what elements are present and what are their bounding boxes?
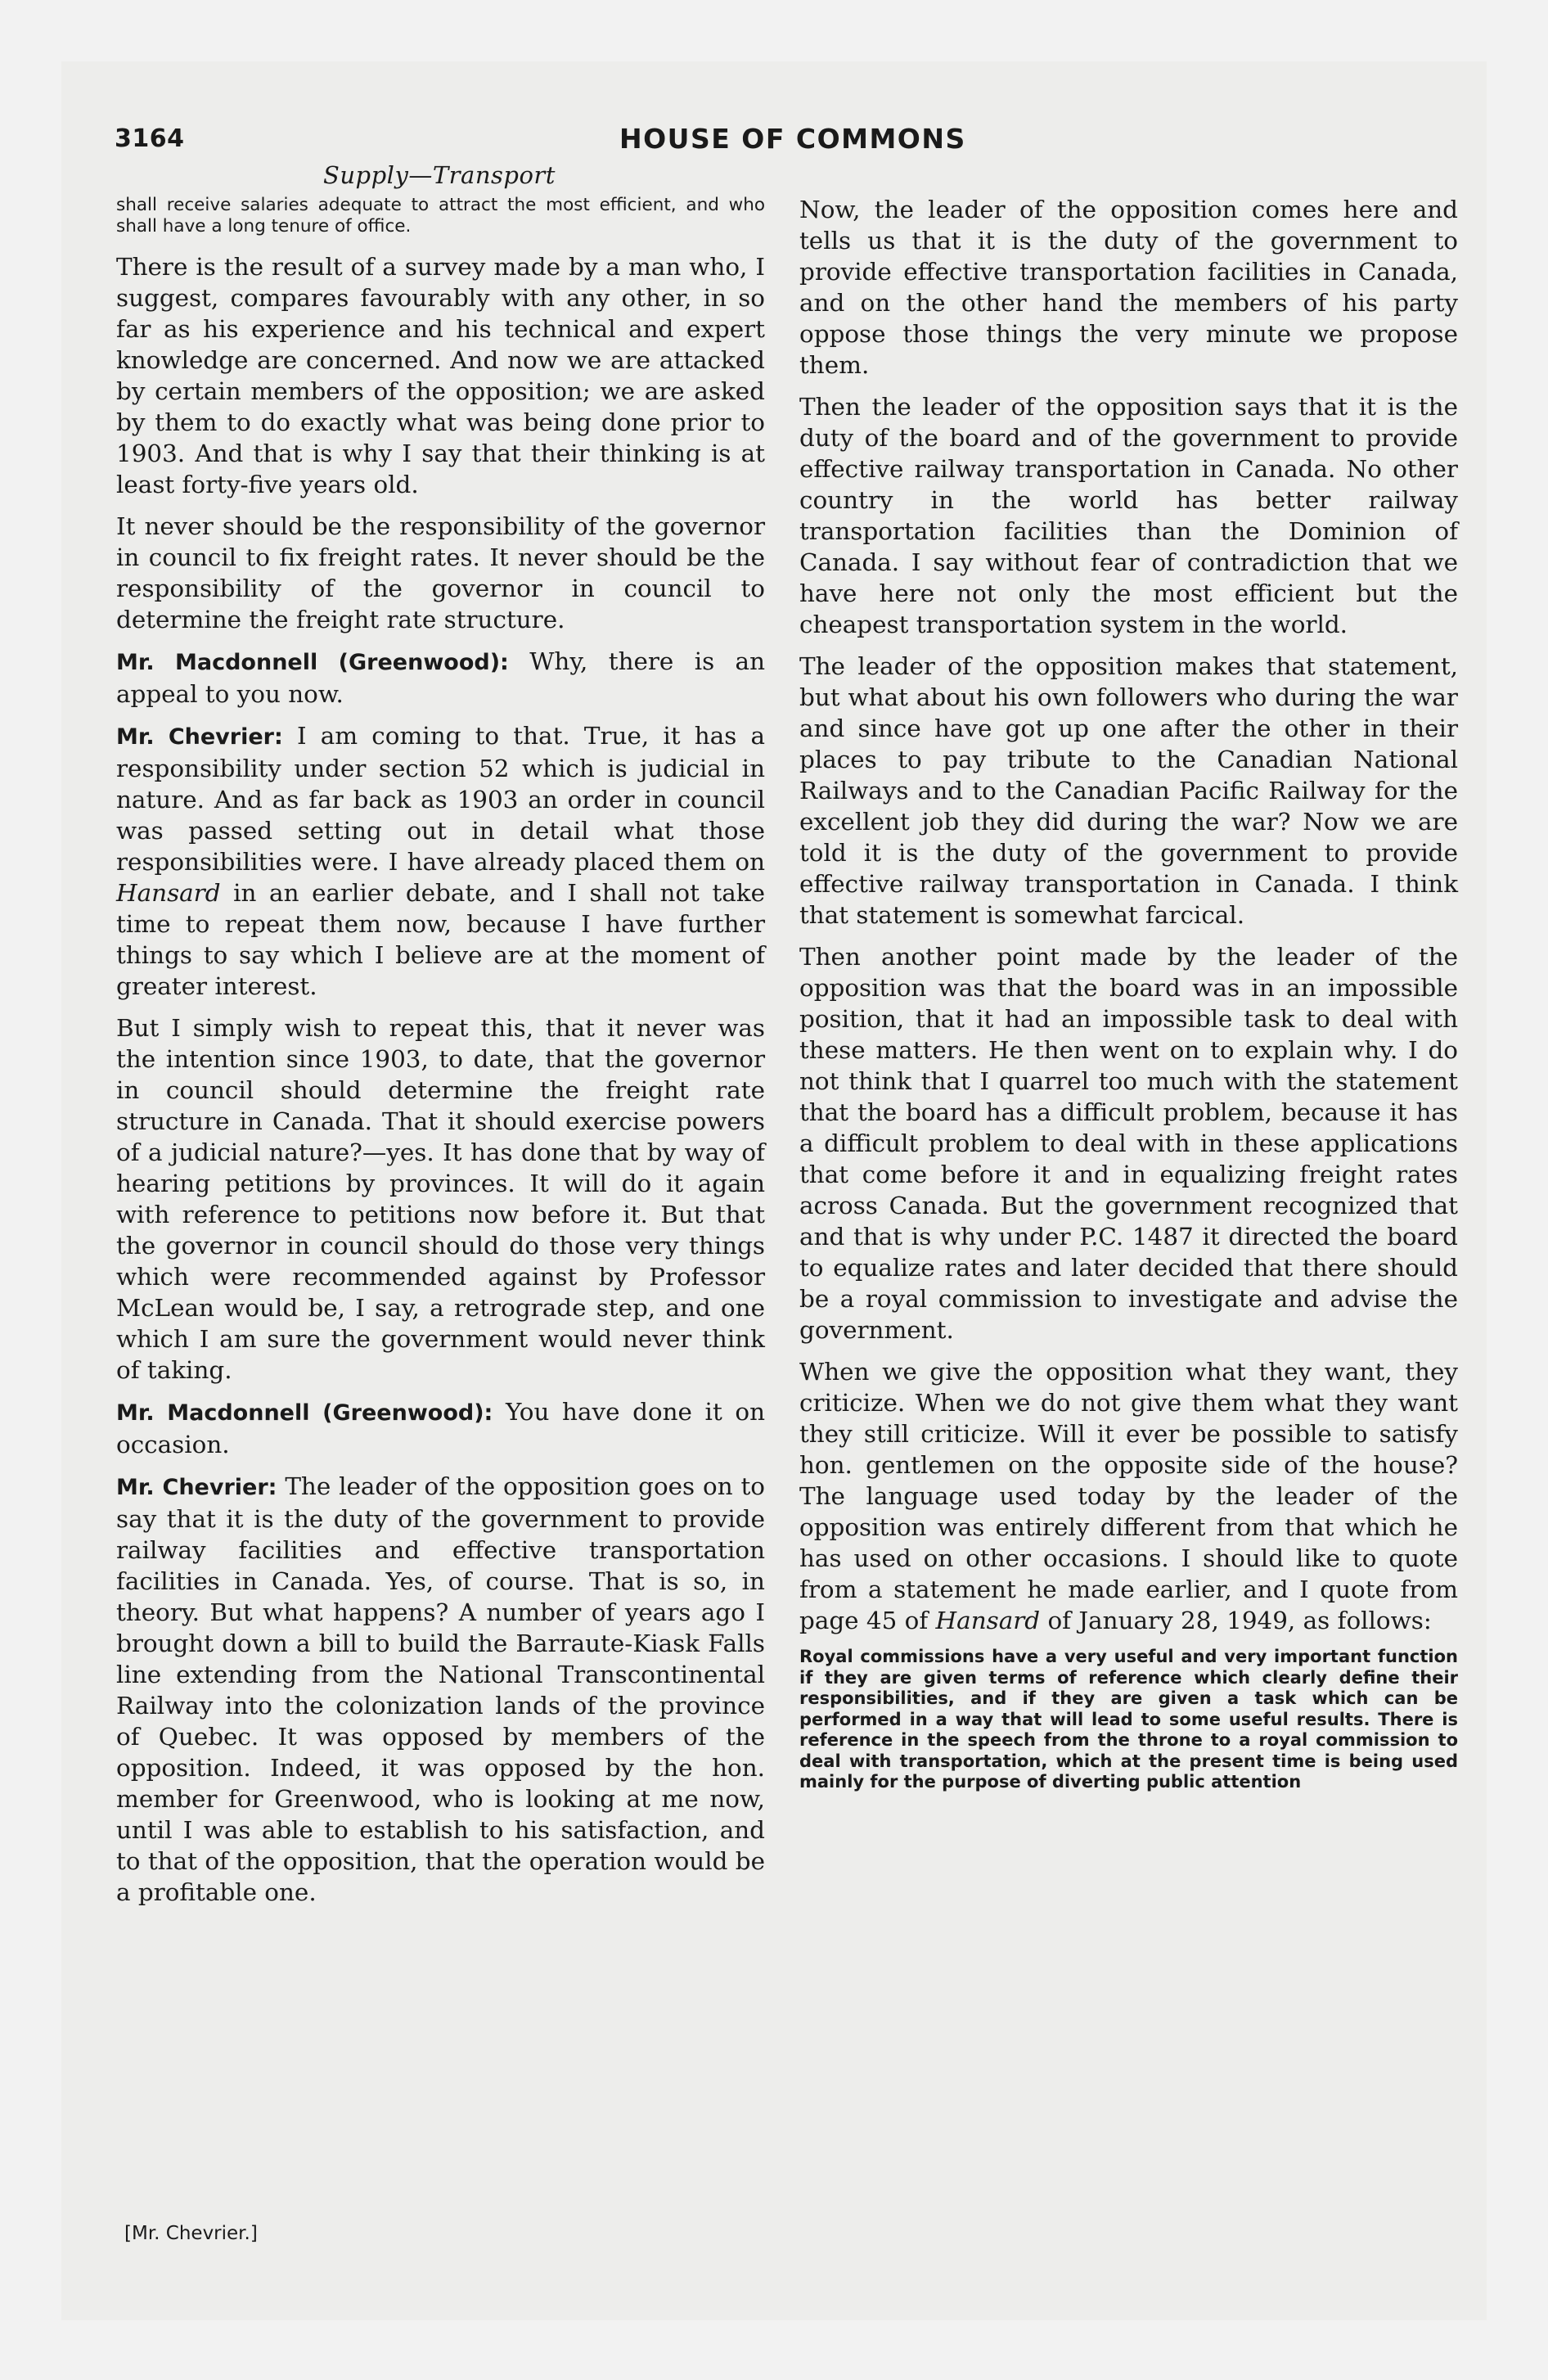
paragraph: The leader of the opposition makes that statement, but what about his own followers who during the war and since have got up one after the other in their places to pay tribute to the Canadian National Railways and to the Canadian Pacific Railway for the excellent job they did during the war? Now we are told it is the duty of the government to provide effective railway transportation in Canada. I think that statement is somewhat farcical. — [799, 652, 1458, 929]
speaker-footnote: [Mr. Chevrier.] — [124, 2223, 258, 2244]
paragraph — [116, 1396, 765, 1460]
section-heading: Supply—Transport — [323, 161, 556, 189]
page-number: 3164 — [115, 124, 185, 153]
speech-text: When we give the opposition what they want, they criticize. When we do not give them what they want they still criticize. Will it ever be possible to satisfy hon. gentlemen on the opposite side of the house? The language used today by the leader of the opposition was entirely different from that which he has used on other occasions. I should like to quote from a statement he made earlier, and I quote from page 45 of — [799, 1358, 1458, 1634]
speaker-name: Mr. Chevrier: — [116, 1475, 277, 1500]
speaker-name: Mr. Chevrier: — [116, 724, 283, 750]
hansard-italic: Hansard — [116, 879, 221, 907]
paragraph: shall receive salaries adequate to attract the most efficient, and who shall have a long tenure of office. — [116, 195, 765, 237]
speech-text: in an earlier debate, and I shall not take time to repeat them now, because I have further things to say which I believe are at the moment of greater interest. — [116, 879, 765, 1000]
speaker-name: Mr. Macdonnell (Greenwood): — [116, 650, 509, 675]
paragraph: Now, the leader of the opposition comes here and tells us that it is the duty of the government to provide effective transportation facilities in Canada, and on the other hand the members of his party oppose those things the very minute we propose them. — [799, 196, 1458, 379]
speech-text: of January 28, 1949, as follows: — [1040, 1607, 1432, 1634]
paragraph: Then another point made by the leader of the opposition was that the board was in an impossible position, that it had an impossible task to deal with these matters. He then went on to explain why. I do not think that I quarrel too much with the statement that the board has a difficult problem, because it has a difficult problem to deal with in these applications that come before it and in equalizing freight rates across Canada. But the government recognized that and that is why under P.C. 1487 it directed the board to equalize rates and later decided that there should be a royal commission to investigate and advise the government. — [799, 943, 1458, 1344]
paragraph: Then the leader of the opposition says that it is the duty of the board and of the government to provide effective railway transportation in Canada. No other country in the world has better railway transportation facilities than the Dominion of Canada. I say without fear of contradiction that we have here not only the most efficient but the cheapest transportation system in the world. — [799, 393, 1458, 638]
right-column — [799, 194, 1458, 1804]
paragraph: But I simply wish to repeat this, that it never was the intention since 1903, to date, that the governor in council should determine the freight rate structure in Canada. That it should exercise powers of a judicial nature?—yes. It has done that by way of hearing petitions by provinces. It will do it again with reference to petitions now before it. But that the governor in council should do those very things which were recommended against by Professor McLean would be, I say, a retrograde step, and one which I am sure the government would never think of taking. — [116, 1014, 765, 1384]
hansard-italic: Hansard — [935, 1607, 1041, 1634]
paragraph — [116, 1471, 765, 1908]
paragraph: There is the result of a survey made by a man who, I suggest, compares favourably with any other, in so far as his experience and his technical and expert knowledge are concerned. And now we are attacked by certain members of the opposition; we are asked by them to do exactly what was being done prior to 1903. And that is why I say that their thinking is at least forty-five years old. — [116, 253, 765, 498]
speech-text: Why, there is an appeal to you now. — [116, 647, 765, 708]
paragraph — [116, 646, 765, 710]
speech-text: The leader of the opposition goes on to say that it is the duty of the government to provide railway facilities and effective transportation facilities in Canada. Yes, of course. That is so, in theory. But what happens? A number of years ago I brought down a bill to build the Barraute-Kiask Falls line extending from the National Transcontinental Railway into the colonization lands of the province of Quebec. It was opposed by members of the opposition. Indeed, it was opposed by the hon. member for Greenwood, who is looking at me now, until I was able to establish to his satisfaction, and to that of the opposition, that the operation would be a profitable one. — [116, 1472, 765, 1906]
speech-text: You have done it on occasion. — [116, 1398, 766, 1458]
paragraph: It never should be the responsibility of the governor in council to fix freight rates. It never should be the responsibility of the governor in council to determine the freight rate structure. — [116, 512, 765, 633]
paragraph — [116, 720, 765, 1002]
quotation: Royal commissions have a very useful and very important function if they are given terms of reference which clearly define their responsibilities, and if they are given a task which can be performed in a way that will lead to some useful results. There is reference in the speech from the throne to a royal commission to deal with transportation, which at the present time is being used mainly for the purpose of diverting public attention — [799, 1647, 1458, 1792]
house-title: HOUSE OF COMMONS — [619, 123, 966, 155]
speaker-name: Mr. Macdonnell (Greenwood): — [116, 1400, 493, 1426]
left-column — [116, 195, 765, 1918]
paragraph — [799, 1356, 1458, 1636]
speech-text: I am coming to that. True, it has a responsibility under section 52 which is judicial in nature. And as far back as 1903 an order in council was passed setting out in detail what those responsibilities were. I have already placed them on — [116, 722, 765, 876]
